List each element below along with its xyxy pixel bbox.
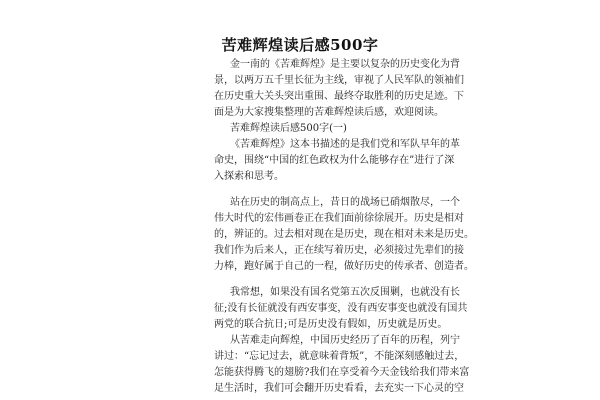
text-line: 我们作为后来人，正在续写着历史，必须接过先辈们的接 <box>214 245 464 256</box>
text-line: 力棒，跑好属于自己的一程，做好历史的传承者、创造者。 <box>214 261 474 272</box>
text-line: 入探索和思考。 <box>214 171 284 182</box>
text-line: 征;没有长征就没有西安事变，没有西安事变也就没有国共 <box>214 303 468 314</box>
text-line: 的，辨证的。过去相对现在是历史，现在相对未来是历史。 <box>214 229 474 240</box>
text-line: 景，以两万五千里长征为主线，审视了人民军队的领袖们 <box>214 75 464 86</box>
text-line: 两党的联合抗日;可是历史没有假如，历史就是历史。 <box>214 319 448 330</box>
text-line: 伟大时代的宏伟画卷正在我们面前徐徐展开。历史是相对 <box>214 213 464 224</box>
text-line: 我常想，如果没有国名党第五次反围剿，也就没有长 <box>230 287 460 298</box>
text-line: 命史，围绕“中国的红色政权为什么能够存在”进行了深 <box>214 155 455 166</box>
text-line: 金一南的《苦难辉煌》是主要以复杂的历史变化为背 <box>230 59 460 70</box>
text-line: 站在历史的制高点上，昔日的战场已硝烟散尽，一个 <box>230 197 460 208</box>
text-line: 怎能获得腾飞的翅膀?我们在享受着今天金钱给我们带来富 <box>214 367 470 378</box>
text-line: 讲过：“忘记过去，就意味着背叛”，不能深刻感触过去， <box>214 351 465 362</box>
text-line: 面是为大家搜集整理的苦难辉煌读后感，欢迎阅读。 <box>214 107 444 118</box>
text-line: 在历史重大关头突出重围、最终夺取胜利的历史足迹。下 <box>214 91 464 102</box>
document-title: 苦难辉煌读后感500字 <box>221 36 379 54</box>
text-line: 苦难辉煌读后感500字(一) <box>230 123 347 134</box>
text-line: 从苦难走向辉煌，中国历史经历了百年的历程，列宁 <box>230 335 460 346</box>
text-line: 足生活时，我们可会翻开历史看看，去充实一下心灵的空 <box>214 383 464 394</box>
text-line: 《苦难辉煌》这本书描述的是我们党和军队早年的革 <box>230 139 460 150</box>
